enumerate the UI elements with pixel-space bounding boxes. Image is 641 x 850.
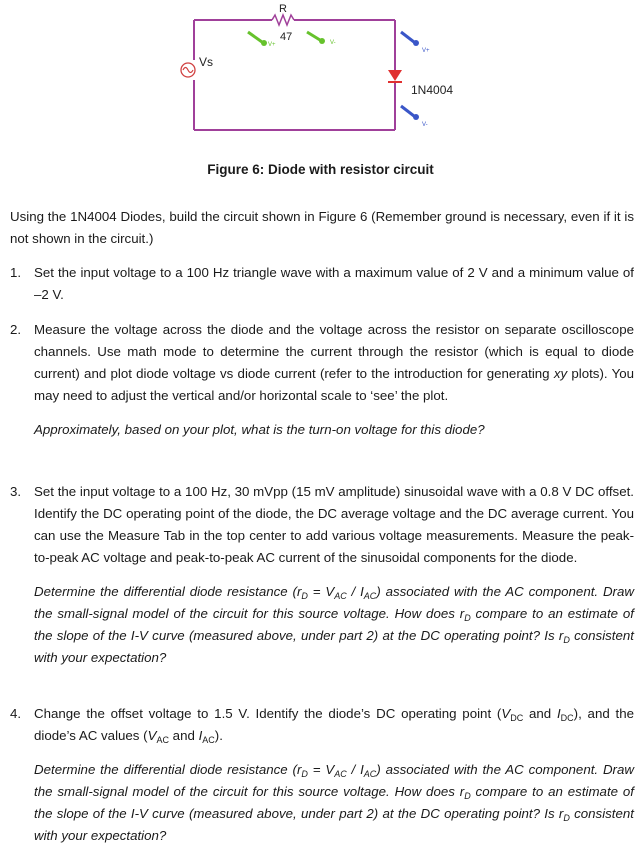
svg-text:V-: V- [330, 40, 336, 46]
circuit-diagram [0, 0, 641, 150]
item-question: Determine the differential diode resistance $(r_D = V_{AC} / I_{AC})$ associated with the AC component. Draw the small-signal model of the circuit for this source voltage. How does $r_D$ compare to an estimate of the slope of the I-V curve (measured above, under part 2) at the DC operating point? Is $r_D$ consistent with your expectation? [34, 584, 634, 665]
list-item-2 [10, 319, 634, 441]
svg-text:V-: V- [422, 122, 428, 128]
source-label: Vs [199, 55, 214, 69]
item-question: Determine the differential diode resistance $(r_D = V_{AC} / I_{AC})$ associated with the AC component. Draw the small-signal model of the circuit for this source voltage. How does $r_D$ compare to an estimate of the slope of the I-V curve (measured above, under part 2) at the DC operating point? Is $r_D$ consistent with your expectation? [34, 762, 634, 843]
item-number: 1. [10, 265, 22, 280]
svg-text:V+: V+ [268, 42, 276, 48]
item-text: Change the offset voltage to 1.5 V. Identify the diode’s DC operating point ($V_{DC}$ and $I_{DC}$), and the diode’s AC values ($V_{AC}$ and $I_{AC}$). [34, 706, 634, 745]
probe-v-minus-blue [401, 106, 428, 128]
intro-paragraph: Using the 1N4004 Diodes, build the circuit shown in Figure 6 (Remember ground is necessary, even if it is not shown in the circuit.) [10, 209, 634, 246]
probe-v-minus-green [307, 32, 336, 46]
figure-caption: Figure 6: Diode with resistor circuit [207, 162, 434, 177]
resistor-value: 47 [280, 31, 293, 43]
item-text: Set the input voltage to a 100 Hz, 30 mVpp (15 mV amplitude) sinusoidal wave with a 0.8 V DC offset. Identify the DC operating point of the diode, the DC average voltage and the DC average current. You can use the Measure Tab in the top center to add various voltage measurements. Measure the peak-to-peak AC voltage and peak-to-peak AC current of the sinusoidal components for the diode. [34, 484, 634, 565]
item-number: 2. [10, 322, 22, 337]
item-text: Measure the voltage across the diode and the voltage across the resistor on separate oscilloscope channels. Use math mode to determine the current through the resistor (which is equal to diode current) and plot diode voltage vs diode current (refer to the introduction for generating xy plots). You may need to adjust the vertical and/or horizontal scale to ‘see’ the plot. [34, 322, 635, 403]
svg-text:V+: V+ [422, 48, 430, 54]
circuit-wires [194, 20, 395, 130]
diode-label: 1N4004 [411, 83, 454, 97]
probe-v-plus-green [248, 32, 276, 48]
item-number: 4. [10, 706, 22, 721]
resistor-zigzag [272, 15, 294, 25]
resistor-label: R [279, 3, 287, 15]
list-item-3 [10, 481, 634, 669]
diode-icon [388, 70, 402, 82]
item-number: 3. [10, 484, 22, 499]
probe-v-plus-blue [401, 32, 430, 54]
item-question: Approximately, based on your plot, what is the turn-on voltage for this diode? [34, 422, 485, 437]
list-item-4 [10, 703, 634, 847]
list-item-1 [10, 262, 634, 306]
item-text: Set the input voltage to a 100 Hz triangle wave with a maximum value of 2 V and a minimum value of –2 V. [34, 265, 634, 302]
